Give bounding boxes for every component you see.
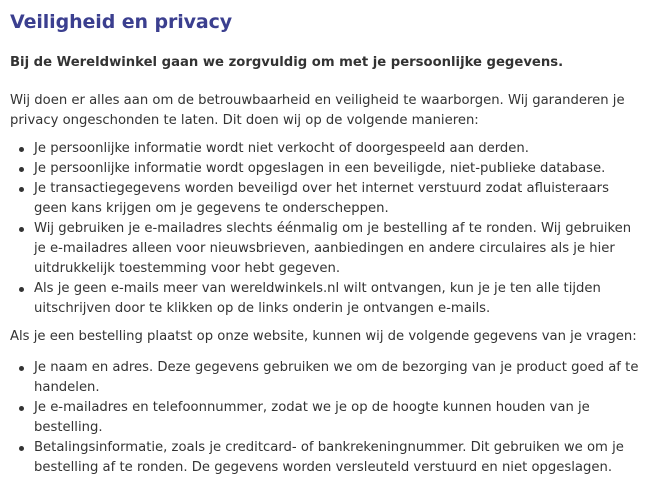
lead-text: Bij de Wereldwinkel gaan we zorgvuldig om met je persoonlijke gegevens. [10,55,564,70]
list-item: Als je geen e-mails meer van wereldwinkels.nl wilt ontvangen, kun je je ten alle tijden uitschrijven door te klikken op de links onderin je ontvangen e-mails. [34,279,658,319]
list-item: Betalingsinformatie, zoals je creditcard- of bankrekeningnummer. Dit gebruiken we om je bestelling af te ronden. De gegevens worden versleuteld verstuurd en niet opgeslagen. [34,438,658,478]
privacy-measures-list [10,139,658,319]
order-data-intro: Als je een bestelling plaatst op onze website, kunnen wij de volgende gegevens van je vragen: [10,329,637,344]
list-item: Je persoonlijke informatie wordt niet verkocht of doorgespeeld aan derden. [34,139,658,159]
list-item: Je e-mailadres en telefoonnummer, zodat we je op de hoogte kunnen houden van je bestelling. [34,398,658,438]
list-item: Je persoonlijke informatie wordt opgeslagen in een beveiligde, niet-publieke database. [34,159,658,179]
list-item: Je naam en adres. Deze gegevens gebruiken we om de bezorging van je product goed af te handelen. [34,358,658,398]
order-data-list [10,358,658,478]
list-item: Wij gebruiken je e-mailadres slechts éénmalig om je bestelling af te ronden. Wij gebruiken je e-mailadres alleen voor nieuwsbrieven, aanbiedingen en andere circulaires als je hier uitdrukkelijk toestemming voor hebt gegeven. [34,219,658,279]
page-title: Veiligheid en privacy [10,11,233,33]
list-item: Je transactiegegevens worden beveiligd over het internet verstuurd zodat afluisteraars geen kans krijgen om je gegevens te onderscheppen. [34,179,658,219]
intro-paragraph: Wij doen er alles aan om de betrouwbaarheid en veiligheid te waarborgen. Wij garanderen je privacy ongeschonden te laten. Dit doen wij op de volgende manieren: [10,93,625,128]
